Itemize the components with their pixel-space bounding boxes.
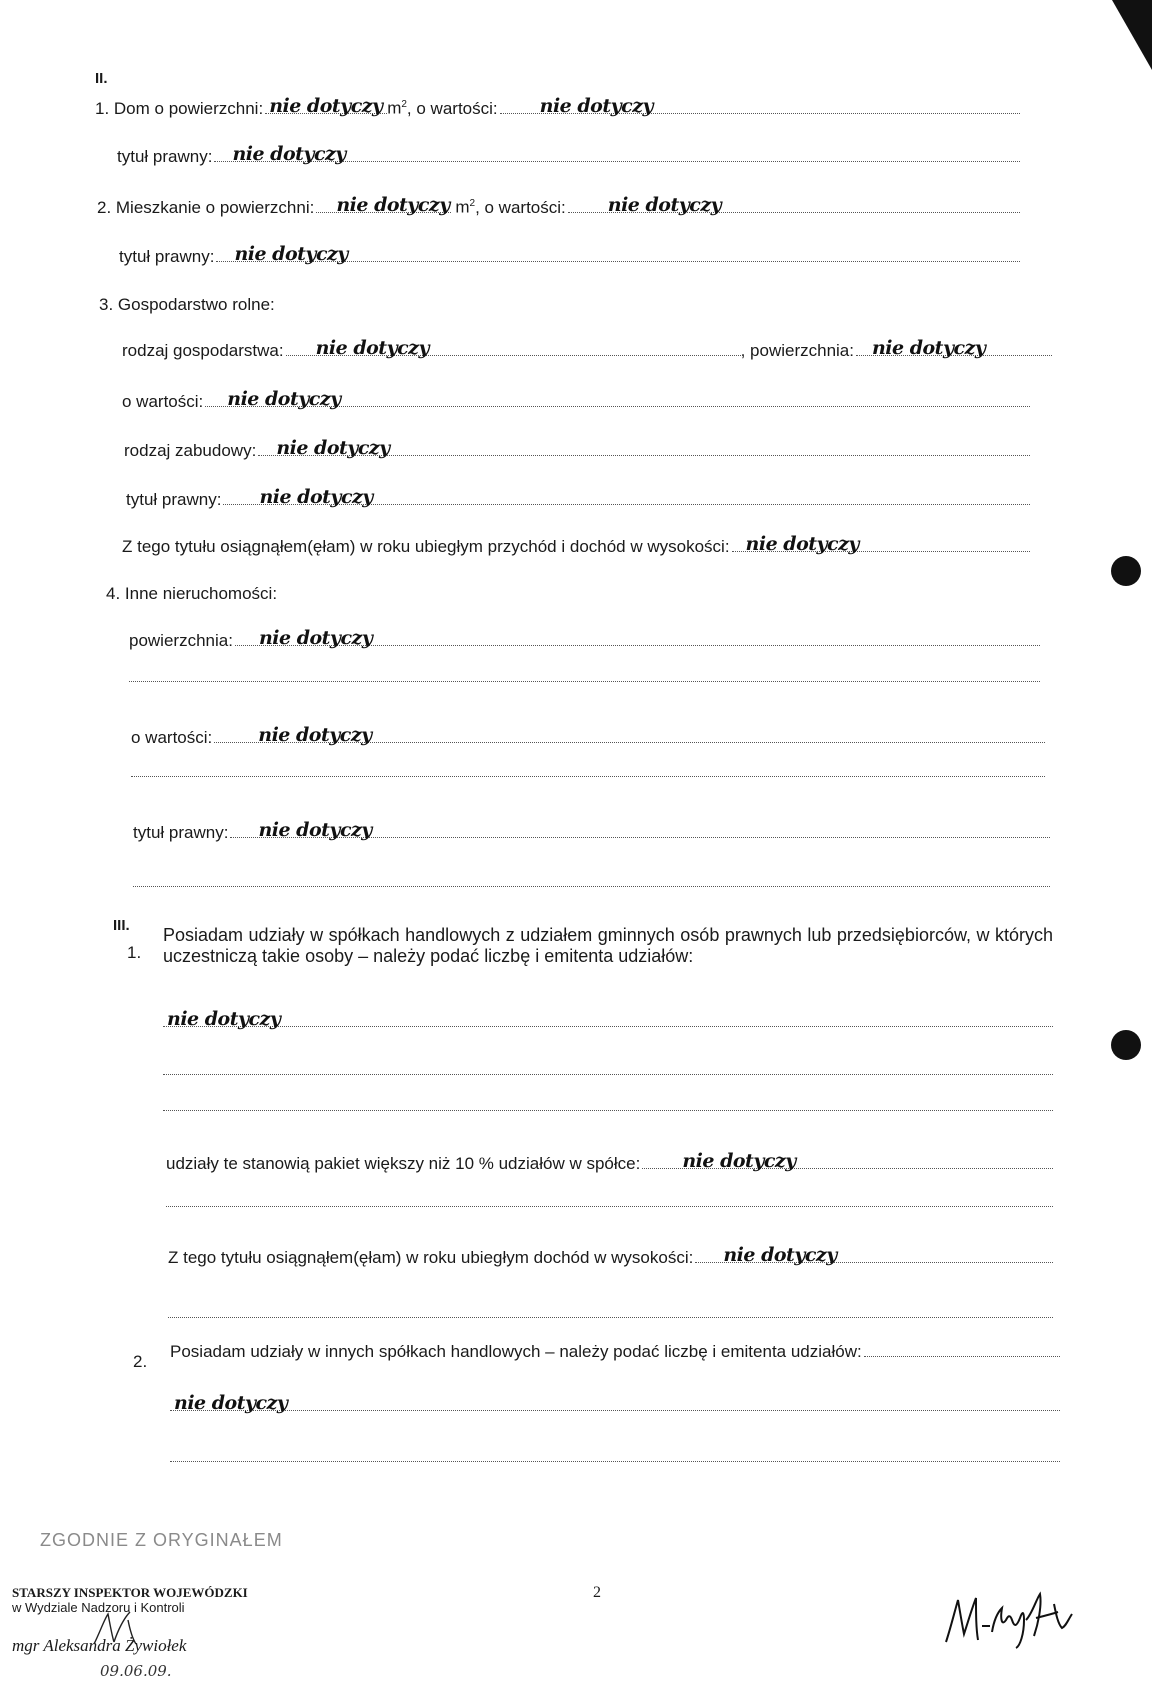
section-iii-heading: III. bbox=[113, 917, 130, 934]
gospodarstwo-title-field bbox=[223, 486, 1030, 508]
item1-answer-line-2 bbox=[163, 1073, 1053, 1075]
item1-income-row bbox=[168, 1244, 1053, 1269]
dom-row bbox=[95, 94, 1020, 120]
mieszkanie-row bbox=[97, 193, 1020, 219]
dom-title-row bbox=[117, 143, 1020, 168]
handwritten-answer: nie dotyczy bbox=[607, 193, 722, 216]
stamp-date: 09.06.09. bbox=[100, 1662, 172, 1680]
gospodarstwo-income-row bbox=[122, 533, 1030, 558]
mieszkanie-area-label: 2. Mieszkanie o powierzchni: bbox=[97, 197, 315, 217]
handwritten-answer: nie dotyczy bbox=[227, 388, 341, 410]
item1-text: Posiadam udziały w spółkach handlowych z udziałem gminnych osób prawnych lub przedsiębiorców, w których uczestniczą takie osoby – należy podać liczbę i emitenta udziałów: bbox=[163, 925, 1053, 966]
item1-packet-row bbox=[166, 1150, 1053, 1175]
item2-number: 2. bbox=[133, 1352, 148, 1371]
mieszkanie-area-unit: $m^2$ bbox=[455, 197, 476, 217]
item1-packet-field bbox=[642, 1150, 1053, 1172]
inne-value-label: o wartości: bbox=[131, 728, 213, 747]
inne-title-field bbox=[230, 819, 1050, 841]
gospodarstwo-type-row bbox=[122, 337, 1052, 362]
inspector-title: STARSZY INSPEKTOR WOJEWÓDZKI bbox=[12, 1585, 248, 1600]
gospodarstwo-label: 3. Gospodarstwo rolne: bbox=[99, 295, 275, 314]
dom-title-field bbox=[214, 143, 1020, 165]
gospodarstwo-title-row bbox=[126, 486, 1030, 511]
handwritten-answer: nie dotyczy bbox=[315, 337, 430, 359]
handwritten-answer: nie dotyczy bbox=[539, 94, 654, 117]
item2-answer-field bbox=[170, 1392, 1060, 1414]
inne-title-row bbox=[133, 819, 1050, 844]
item1-packet-extra-line bbox=[166, 1205, 1053, 1207]
item1-packet-label: udziały te stanowią pakiet większy niż 10 % udziałów w spółce: bbox=[166, 1154, 641, 1173]
mieszkanie-title-row bbox=[119, 243, 1020, 268]
handwritten-initials bbox=[90, 1610, 140, 1650]
inne-title-extra-line bbox=[133, 885, 1050, 887]
handwritten-answer: nie dotyczy bbox=[258, 819, 372, 841]
inne-area-extra-line bbox=[129, 680, 1040, 682]
mieszkanie-title-field bbox=[216, 243, 1020, 265]
item1-income-label: Z tego tytułu osiągnąłem(ęłam) w roku ubiegłym dochód w wysokości: bbox=[168, 1248, 694, 1267]
inne-value-field bbox=[214, 724, 1045, 746]
gospodarstwo-value-row bbox=[122, 388, 1030, 413]
gospodarstwo-type-field bbox=[286, 337, 741, 359]
section-ii-heading: II. bbox=[95, 70, 108, 87]
item1-number: 1. bbox=[127, 943, 142, 962]
inne-heading-row bbox=[106, 583, 277, 605]
handwritten-answer: nie dotyczy bbox=[259, 486, 373, 508]
handwritten-answer: nie dotyczy bbox=[336, 193, 450, 216]
gospodarstwo-value-field bbox=[205, 388, 1030, 410]
dom-area-unit: $m^2$ bbox=[387, 98, 407, 118]
item1-answer-line-3 bbox=[163, 1109, 1053, 1111]
item2-row bbox=[170, 1341, 1060, 1363]
item2-answer-row bbox=[170, 1392, 1060, 1414]
gospodarstwo-build-label: rodzaj zabudowy: bbox=[124, 441, 257, 460]
page-number: 2 bbox=[593, 1584, 601, 1601]
gospodarstwo-income-field bbox=[732, 533, 1030, 555]
handwritten-answer: nie dotyczy bbox=[258, 627, 373, 649]
handwritten-answer: nie dotyczy bbox=[234, 243, 348, 265]
dom-area-label: 1. Dom o powierzchni: bbox=[95, 98, 264, 118]
item2-answer-line-2 bbox=[170, 1460, 1060, 1462]
gospodarstwo-build-row bbox=[124, 437, 1030, 462]
dom-title-label: tytuł prawny: bbox=[117, 147, 213, 166]
gospodarstwo-area-field bbox=[856, 337, 1052, 359]
inspector-name: mgr Aleksandra Żywiołek bbox=[12, 1636, 187, 1655]
gospodarstwo-title-label: tytuł prawny: bbox=[126, 490, 222, 509]
certified-copy-stamp: ZGODNIE Z ORYGINAŁEM bbox=[40, 1530, 283, 1550]
inne-area-label: powierzchnia: bbox=[129, 631, 233, 650]
item1-answer-row bbox=[163, 1008, 1053, 1030]
dom-area-field bbox=[265, 94, 387, 117]
dom-value-label: , o wartości: bbox=[406, 98, 498, 118]
inne-value-extra-line bbox=[131, 775, 1045, 777]
inne-label: 4. Inne nieruchomości: bbox=[106, 584, 278, 603]
handwritten-answer: nie dotyczy bbox=[258, 724, 372, 746]
item2-text: Posiadam udziały w innych spółkach handlowych – należy podać liczbę i emitenta udziałów: bbox=[170, 1342, 862, 1361]
handwritten-answer: nie dotyczy bbox=[723, 1244, 837, 1266]
handwritten-answer: nie dotyczy bbox=[682, 1150, 796, 1172]
inspector-department: w Wydziale Nadzoru i Kontroli bbox=[12, 1600, 185, 1615]
handwritten-answer: nie dotyczy bbox=[167, 1008, 281, 1030]
punch-hole-bottom bbox=[1111, 1030, 1141, 1060]
inne-value-row bbox=[131, 724, 1045, 749]
inne-title-label: tytuł prawny: bbox=[133, 823, 229, 842]
handwritten-answer: nie dotyczy bbox=[232, 143, 346, 165]
handwritten-answer: nie dotyczy bbox=[745, 533, 859, 555]
gospodarstwo-heading-row bbox=[99, 294, 275, 316]
item1-answer-field bbox=[163, 1008, 1053, 1030]
mieszkanie-title-label: tytuł prawny: bbox=[119, 247, 215, 266]
gospodarstwo-income-label: Z tego tytułu osiągnąłem(ęłam) w roku ubiegłym przychód i dochód w wysokości: bbox=[122, 537, 730, 556]
signature bbox=[940, 1590, 1090, 1650]
gospodarstwo-area-label: , powierzchnia: bbox=[740, 341, 854, 360]
mieszkanie-value-label: , o wartości: bbox=[475, 197, 566, 217]
gospodarstwo-build-field bbox=[258, 437, 1030, 459]
dom-value-field bbox=[500, 94, 1020, 117]
handwritten-answer: nie dotyczy bbox=[871, 337, 986, 359]
item2-inline-field bbox=[864, 1342, 1060, 1357]
gospodarstwo-type-label: rodzaj gospodarstwa: bbox=[122, 341, 284, 360]
mieszkanie-value-field bbox=[568, 193, 1020, 216]
handwritten-answer: nie dotyczy bbox=[276, 437, 390, 459]
inne-area-field bbox=[235, 627, 1040, 649]
item1-income-field bbox=[695, 1244, 1053, 1266]
item1-income-extra-line bbox=[168, 1316, 1053, 1318]
handwritten-answer: nie dotyczy bbox=[174, 1392, 288, 1414]
gospodarstwo-value-label: o wartości: bbox=[122, 392, 204, 411]
inne-area-row bbox=[129, 627, 1040, 652]
mieszkanie-area-field bbox=[316, 193, 451, 216]
handwritten-answer: nie dotyczy bbox=[269, 94, 383, 117]
punch-hole-top bbox=[1111, 556, 1141, 586]
scan-corner-mark bbox=[1112, 0, 1152, 70]
